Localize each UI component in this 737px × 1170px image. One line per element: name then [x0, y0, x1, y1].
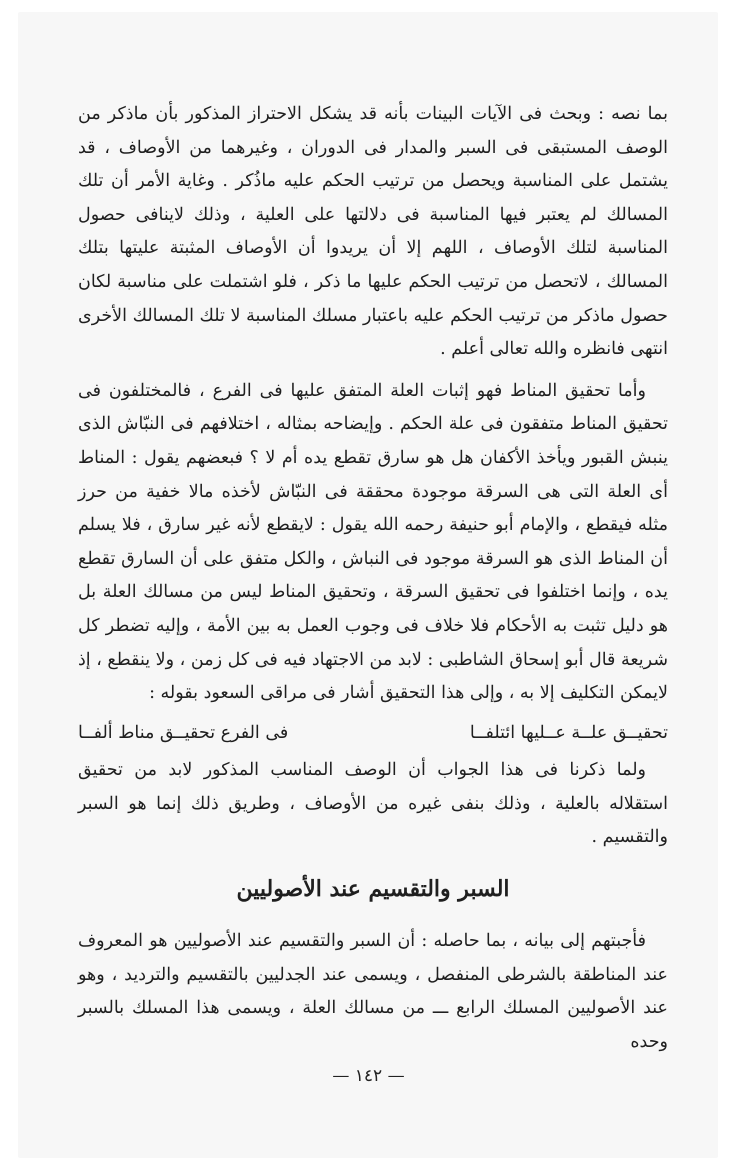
page-number: — ١٤٢ — — [332, 1066, 405, 1086]
paragraph-3: ولما ذكرنا فى هذا الجواب أن الوصف المناسب المذكور لابد من تحقيق استقلاله بالعلية ، وذلك بنفى غيره من الأوصاف ، وطريق ذلك إنما هو السبر والتقسيم . — [78, 760, 668, 848]
verse-line — [78, 717, 668, 751]
verse-right-hemistich: تحقيــق علــة عــليها ائتلفــا — [469, 722, 668, 743]
section-heading: السبر والتقسيم عند الأصوليين — [236, 876, 510, 903]
paragraph-1: بما نصه : وبحث فى الآيات البينات بأنه قد يشكل الاحتراز المذكور بأن ماذكر من الوصف المستبقى فى السبر والمدار فى الدوران ، وغيرهما من الأوصاف ، قد يشتمل على المناسبة ويحصل من ترتيب الحكم عليه ماذُكر . وغاية الأمر أن تلك المسالك لم يعتبر فيها المناسبة فى دلالتها على العلية ، وذلك لاينافى حصول المناسبة لتلك الأوصاف ، اللهم إلا أن يريدوا أن الأوصاف المثبتة عليتها بتلك المسالك ، لاتحصل من ترتيب الحكم عليها ما ذكر ، فلو اشتملت على مناسبة لكان حصول ماذكر من ترتيب الحكم عليه باعتبار مسلك المناسبة لا تلك المسالك الأخرى انتهى فانظره والله تعالى أعلم . — [78, 104, 668, 360]
paragraph-2: وأما تحقيق المناط فهو إثبات العلة المتفق عليها فى الفرع ، فالمختلفون فى تحقيق المناط متفقون فى علة الحكم . وإيضاحه بمثاله ، اختلافهم فى النبّاش الذى ينبش القبور ويأخذ الأكفان هل هو سارق تقطع يده أم لا ؟ فبعضهم يقول : المناط أى العلة التى هى السرقة موجودة محققة فى النبّاش لأخذه مالا خفية من حرز مثله فيقطع ، والإمام أبو حنيفة رحمه الله يقول : لايقطع لأنه غير سارق ، فلا يسلم أن المناط الذى هو السرقة موجود فى النباش ، والكل متفق على أن السارق تقطع يده ، وإنما اختلفوا فى تحقيق السرقة ، وتحقيق المناط ليس من مسالك العلة بل هو دليل تثبت به الأحكام فلا خلاف فى وجوب العمل به بين الأمة ، وإليه تضطر كل شريعة قال أبو إسحاق الشاطبى : لابد من الاجتهاد فيه فى كل زمن ، ولا ينقطع ، إذ لايمكن التكليف إلا به ، وإلى هذا التحقيق أشار فى مراقى السعود بقوله : — [78, 380, 668, 704]
book-page — [18, 12, 718, 1158]
page-body — [78, 98, 668, 1059]
paragraph-4: فأجبتهم إلى بيانه ، بما حاصله : أن السبر والتقسيم عند الأصوليين هو المعروف عند المناطقة بالشرطى المنفصل ، ويسمى عند الجدليين بالتقسيم والترديد ، وهو عند الأصوليين المسلك الرابع ـــ من مسالك العلة ، ويسمى هذا المسلك بالسبر وحده — [78, 931, 668, 1052]
paragraph-gap — [78, 367, 668, 375]
verse-left-hemistich: فى الفرع تحقيــق مناط ألفــا — [78, 722, 289, 743]
